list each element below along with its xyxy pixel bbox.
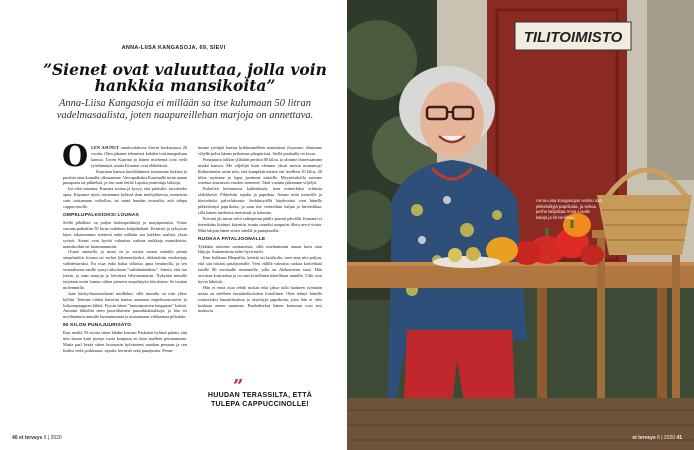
page-number: 41 (676, 435, 682, 441)
paragraph: Osaan ommella, ja moni on jo vuosia tuonut minulle pieniä ompelutöitä: housut tai verhot lyhennettäviksi, rikkinäisiin vetoketjuja vaihdettavaksi. En osaa enkä halua tällaista apua feminoilla, ja sen seurauksena meille syntyi aikoinaan ”vaihdantatalous”. Saesin, että tuo jotain, ja saan marjoja ja leivoksia lehvomanaisin. Nykyään minulle tarjotaan usein lounas siihen pieneen ompelutyön kiitoksena. Se tuottaa molemmilla. (63, 249, 187, 290)
page-number: 40 (12, 435, 18, 441)
paragraph: Punajuurta tulikin yllättäin perittiä 80 kiloa, ja olimme ihmeissämme minkä kanssa. Me viljelijät kuin olemme yksin asuvia mummoja! Raikastimme asian niin, että kumpikin meistä otti itselleen 10 kiloa, 20 kiloa myimme ja loput jaoimme tuttuille. Myyntituloilla saimme ostettua seuraavan vuoden siemenet. Tänä vuonna jatkamme viljelyä. (198, 156, 322, 186)
deck (347, 398, 694, 450)
issue: 6 | 2020 (657, 435, 676, 441)
folio-left (12, 435, 62, 441)
sign-text: TILITOIMISTO (523, 29, 623, 46)
byline: ANNA-LIISA KANGASOJA, 69, SIEVI (121, 45, 226, 51)
paragraph: timme yrittäjät kanssa kriktimmelleen mantaloon ylsymme; alotimme viljellä pelva hänen peikomaa pihapiirissä. Siellä puuhailla on kivaa. (198, 145, 322, 156)
subheading: 80 KILON PUNAJUURISATO (63, 323, 132, 329)
paragraph: Jaan käsityöharrastukseni muillekin, sillä minulla on niin ylitse kylliin. Teimme viiden kaverini kanssa asumaan ompeluseurustelu- ja loikoonpaappien lähtiä. Pyysin hänet ”muutaponsien kauppaan” kotiini. Ammiin lähtehin neen puuväliaisten puusukkalaukkoja, ja hän toi myöhemmin minulle luomumunnia ja muuramaan virkkaansa pölyttäin. (63, 290, 187, 320)
drop-cap: O (62, 139, 89, 174)
photo-caption: Anna-Liisa Kangasojan seinku saa pikkelsiltyjä paprikoita, ja sekoa perhe lahjoittaa Anna-Lisalle kaloja ja hirvenlihaa. (536, 198, 602, 220)
subheading: RUOKAA PATALJOONALLE (198, 236, 266, 242)
paragraph: Tykkään totoinen asettamesta, sillä mieluummin annan kuin otan lahjoja. Auttamisesta tulee hyvä mieli. (198, 243, 322, 255)
text-column-2 (198, 145, 322, 314)
paragraph: Siellä pihallani on paljon kukkapenkkejä ja marjapensaita. Viime vuonna paikattiin 50 litraa vadelmia kotipihaltani. Kesäisin ja syksyisin käyn aikaisemmin sienessä enkä millään saa kaikkea saalista yksin syötyä. Sienet ovat hyvää valuuttaa vaihtaa naikkaja mansikoista, mansikoihin tai luomumunniin. (63, 219, 187, 249)
right-page-photo (347, 0, 694, 450)
paragraph: Kaarinan kanssa huolehdimme toistemme kukista ja postista aina komalla ollessamme. Vaivapalkaksi Kaarinalle minä annan puuapuria tai pikkelsiä, ja itse saan heiltä Lapista poimittuja lakkoja. (63, 168, 187, 186)
folio-right (632, 435, 682, 441)
lead-paragraph: Anna-Liisa Kangasoja ei millään sa itse kulumaan 50 litran vadelmasaalista, joten naapureillehan marjoja on annettava. (56, 98, 314, 121)
issue: 6 | 2020 (43, 435, 62, 441)
quote-mark-icon: ” (233, 376, 244, 397)
headline: ”Sienet ovat valuuttaa, jolla voin hankkia mansikoita” (43, 60, 327, 95)
magazine-name: et terveys (632, 435, 656, 441)
paragraph: Kun meiltä 50 vuotta sitten lähdin kotoani Paskalan kylästä päärin, että niin kauan kuin pystyn tuota kaupasta en laita itselleni perunamaata. Mutta parl kesää sitten huomasin kylväneeni maahan perunaa ja sen lisäksi vielä porkkanaa, sipulia, herneitä sekä punajuuria. Perun- (63, 330, 187, 353)
paragraph: Isä olen sairaana, Kaarina soittaa ja kysyy, että pitäisikö, tarvitsetko apua. Käymme myös toistemme kylässä ihan mielijohteesta, meneisiin vain soittamaan ovikelloa, tai minä huudan terassilta, että tulepa cappuccinolle. (63, 186, 187, 210)
subheading: OMPELUPALKKIOKSI LOUNAS (63, 212, 139, 218)
text-column-1 (62, 139, 187, 354)
paragraph-text: omakotitalossa Sievin keskustassa 26 vuotta. Olen jakanut tekemistä kahden torttimaapalstan kanssa. Toven Kaarina jo hänen miehensä ovat vielä työelämässä, mutta Kimmot ovat eläkeläisiä. (91, 145, 187, 168)
paragraph (62, 139, 187, 174)
paragraph: Kokeilen kertomassa kaikenlaista, teen esimerkiksi erilaisia säilykkeitä. Pikkelsiin sipulia ja paprikaa. Annan niitä tuttaville ja kävisekeloi palveluksesta. Serkkutytöllä käydessäni vien hänelle pikkelsintyä paprikoita, ja saan itse vienteihini kaljaa ja hirvenlihaa, sillä hänen miehensä metsästää ja kalastaa. (198, 186, 322, 215)
portrait-photo (347, 0, 694, 450)
paragraph: Hän ei ennä osaa tehdä ruokaa eikä jaksa tulla hankeen syömään mutta on edelleen ensiaikolkoisitten kiitollinen. Olen tehnyt hänelle esimerkiksi lanaattikoittua ja täytettyjä paprikoita, jotta hän ei olisi koskaan ennen mammat. Ruokaherkut hänen kanssaan ovat tosi mukavia. (198, 284, 322, 314)
plate (433, 256, 501, 268)
lead-in: LEN ASUNUT (91, 145, 120, 150)
paragraph: Kerrani jäi aaron valot sulttapesua pääliv purinii päivällä. Kaaranti ei tietenkään liittänyt käyntiin, mutta onneksi naapurin illoin arvoi virtaa. Mitä lahjoin hänet sitten siitellä ja punajuurilla. (198, 215, 322, 233)
pull-quote: HUUDAN TERASSILTA, ETTÄ TULEPA CAPPUCCINOLLE! (207, 392, 313, 408)
paragraph: Kun kokkaan Bhupallia, keitetä tai lastikolta, teen aina niin paljon, että sitä riittäisi pataljoonalle. Vien välillä valmista ruokaa korttelinää tuttille 80 vuotiaalle mummolle, jolla on Alzheimerin tauti. Hän arvostaa kotiruokaa ja on aina kiitollinen käteillinen minulle. Välit ovat hyvin läheisiä. (198, 255, 322, 284)
magazine-name: et terveys (18, 435, 43, 441)
